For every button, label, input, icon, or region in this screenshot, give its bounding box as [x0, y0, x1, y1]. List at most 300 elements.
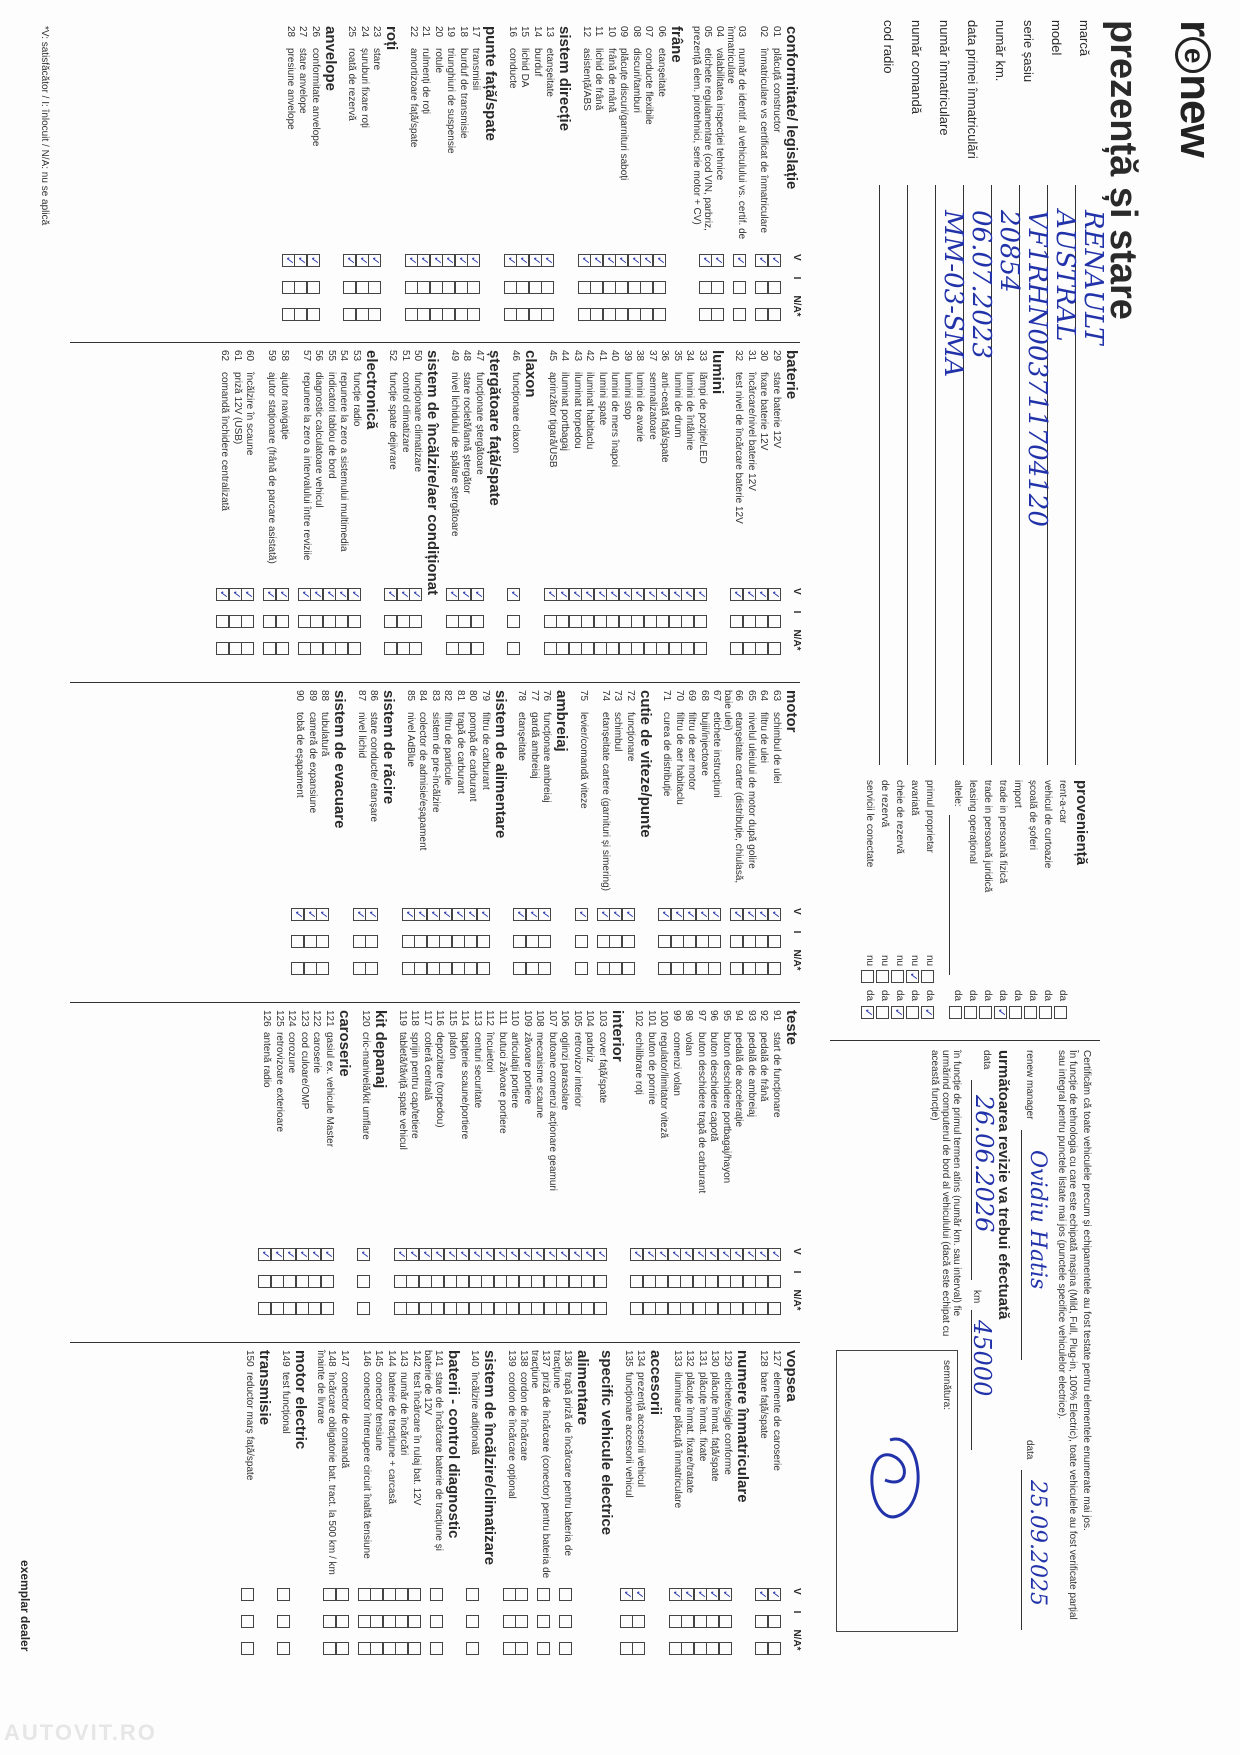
- checkbox-v[interactable]: [396, 1588, 409, 1601]
- checkbox-v[interactable]: ✓: [654, 255, 667, 266]
- checkbox-na[interactable]: [628, 308, 641, 321]
- checkbox-v[interactable]: ✓: [407, 1249, 421, 1260]
- checkbox-na[interactable]: [607, 642, 620, 655]
- checkbox-v[interactable]: ✓: [395, 1249, 408, 1260]
- checkbox-i[interactable]: [295, 281, 308, 294]
- owner-da-checkbox[interactable]: [906, 1006, 919, 1019]
- checkbox-na[interactable]: [444, 1302, 457, 1315]
- checkbox-v[interactable]: ✓: [744, 909, 757, 920]
- checkbox-na[interactable]: [544, 642, 557, 655]
- checkbox-na[interactable]: [529, 308, 542, 321]
- owner-nu-checkbox[interactable]: [861, 970, 874, 983]
- checkbox-i[interactable]: [526, 935, 539, 948]
- checkbox-na[interactable]: [514, 962, 527, 975]
- checkbox-i[interactable]: [369, 281, 382, 294]
- checkbox-na[interactable]: [620, 1642, 633, 1655]
- checkbox-i[interactable]: [597, 935, 610, 948]
- checkbox-i[interactable]: [756, 615, 769, 628]
- checkbox-v[interactable]: ✓: [403, 909, 416, 920]
- checkbox-v[interactable]: [278, 1588, 291, 1601]
- checkbox-i[interactable]: [594, 1275, 607, 1288]
- checkbox-v[interactable]: ✓: [582, 1249, 596, 1260]
- checkbox-v[interactable]: ✓: [712, 255, 726, 266]
- checkbox-v[interactable]: ✓: [744, 589, 757, 600]
- checkbox-na[interactable]: [731, 1302, 744, 1315]
- checkbox-i[interactable]: [616, 281, 629, 294]
- checkbox-i[interactable]: [317, 935, 330, 948]
- checkbox-na[interactable]: [516, 1642, 529, 1655]
- checkbox-i[interactable]: [743, 615, 756, 628]
- checkbox-v[interactable]: ✓: [530, 255, 543, 266]
- checkbox-i[interactable]: [259, 1275, 272, 1288]
- checkbox-na[interactable]: [633, 1642, 646, 1655]
- checkbox-na[interactable]: [296, 1302, 309, 1315]
- checkbox-na[interactable]: [348, 642, 361, 655]
- checkbox-na[interactable]: [508, 642, 521, 655]
- checkbox-i[interactable]: [582, 1275, 595, 1288]
- checkbox-na[interactable]: [317, 962, 330, 975]
- checkbox-v[interactable]: ✓: [272, 1249, 285, 1260]
- checkbox-na[interactable]: [575, 962, 588, 975]
- checkbox-i[interactable]: [516, 1615, 529, 1628]
- checkbox-i[interactable]: [336, 1615, 349, 1628]
- checkbox-i[interactable]: [271, 1275, 284, 1288]
- checkbox-na[interactable]: [681, 1302, 694, 1315]
- checkbox-na[interactable]: [427, 962, 440, 975]
- checkbox-na[interactable]: [591, 308, 604, 321]
- checkbox-v[interactable]: ✓: [719, 1249, 732, 1260]
- checkbox-na[interactable]: [336, 642, 349, 655]
- checkbox-i[interactable]: [544, 615, 557, 628]
- checkbox-na[interactable]: [307, 308, 320, 321]
- checkbox-na[interactable]: [603, 308, 616, 321]
- checkbox-i[interactable]: [217, 615, 230, 628]
- checkbox-i[interactable]: [241, 1615, 254, 1628]
- checkbox-i[interactable]: [469, 1275, 482, 1288]
- checkbox-i[interactable]: [311, 615, 324, 628]
- checkbox-i[interactable]: [718, 1275, 731, 1288]
- checkbox-na[interactable]: [358, 1302, 371, 1315]
- checkbox-i[interactable]: [544, 1275, 557, 1288]
- checkbox-v[interactable]: ✓: [309, 1249, 323, 1260]
- checkbox-i[interactable]: [264, 615, 277, 628]
- checkbox-na[interactable]: [507, 1302, 520, 1315]
- checkbox-v[interactable]: ✓: [591, 255, 605, 266]
- checkbox-v[interactable]: ✓: [264, 589, 278, 600]
- checkbox-v[interactable]: ✓: [621, 1589, 634, 1600]
- checkbox-i[interactable]: [557, 1275, 570, 1288]
- checkbox-na[interactable]: [694, 642, 707, 655]
- checkbox-na[interactable]: [632, 642, 645, 655]
- checkbox-v[interactable]: ✓: [641, 255, 655, 266]
- checkbox-v[interactable]: ✓: [595, 589, 608, 600]
- checkbox-v[interactable]: ✓: [623, 909, 636, 920]
- checkbox-v[interactable]: ✓: [631, 1249, 645, 1260]
- checkbox-i[interactable]: [358, 1275, 371, 1288]
- checkbox-i[interactable]: [298, 615, 311, 628]
- checkbox-na[interactable]: [503, 1642, 516, 1655]
- checkbox-na[interactable]: [415, 962, 428, 975]
- checkbox-v[interactable]: ✓: [756, 1589, 770, 1600]
- checkbox-i[interactable]: [430, 281, 443, 294]
- checkbox-na[interactable]: [229, 642, 242, 655]
- checkbox-i[interactable]: [309, 1275, 322, 1288]
- checkbox-v[interactable]: ✓: [459, 589, 473, 600]
- checkbox-v[interactable]: ✓: [336, 589, 350, 600]
- checkbox-v[interactable]: ✓: [495, 1249, 508, 1260]
- checkbox-v[interactable]: ✓: [322, 1249, 335, 1260]
- checkbox-na[interactable]: [292, 962, 305, 975]
- checkbox-i[interactable]: [471, 615, 484, 628]
- checkbox-v[interactable]: ✓: [616, 255, 630, 266]
- checkbox-na[interactable]: [440, 962, 453, 975]
- checkbox-na[interactable]: [430, 308, 443, 321]
- checkbox-v[interactable]: [538, 1588, 551, 1601]
- checkbox-v[interactable]: ✓: [277, 589, 290, 600]
- checkbox-na[interactable]: [405, 308, 418, 321]
- provenance-da-checkbox[interactable]: [1024, 1006, 1037, 1019]
- checkbox-na[interactable]: [309, 1302, 322, 1315]
- checkbox-v[interactable]: ✓: [508, 589, 522, 600]
- checkbox-na[interactable]: [768, 1302, 781, 1315]
- checkbox-i[interactable]: [508, 615, 521, 628]
- checkbox-na[interactable]: [344, 308, 357, 321]
- checkbox-i[interactable]: [669, 1615, 682, 1628]
- checkbox-i[interactable]: [668, 1275, 681, 1288]
- checkbox-v[interactable]: ✓: [697, 909, 710, 920]
- checkbox-na[interactable]: [526, 962, 539, 975]
- checkbox-v[interactable]: ✓: [684, 909, 698, 920]
- checkbox-v[interactable]: ✓: [707, 1589, 721, 1600]
- checkbox-v[interactable]: ✓: [259, 1249, 273, 1260]
- checkbox-i[interactable]: [643, 1275, 656, 1288]
- checkbox-i[interactable]: [467, 1615, 480, 1628]
- checkbox-i[interactable]: [455, 281, 468, 294]
- checkbox-i[interactable]: [459, 615, 472, 628]
- checkbox-na[interactable]: [276, 642, 289, 655]
- checkbox-v[interactable]: ✓: [357, 255, 370, 266]
- checkbox-v[interactable]: ✓: [283, 255, 296, 266]
- checkbox-v[interactable]: ✓: [769, 255, 782, 266]
- checkbox-i[interactable]: [397, 615, 410, 628]
- checkbox-i[interactable]: [468, 281, 481, 294]
- checkbox-na[interactable]: [408, 1642, 421, 1655]
- checkbox-na[interactable]: [706, 1302, 719, 1315]
- checkbox-i[interactable]: [557, 615, 570, 628]
- checkbox-v[interactable]: ✓: [514, 909, 528, 920]
- checkbox-v[interactable]: [324, 1588, 337, 1601]
- checkbox-i[interactable]: [712, 281, 725, 294]
- checkbox-i[interactable]: [430, 1615, 443, 1628]
- checkbox-na[interactable]: [557, 1302, 570, 1315]
- checkbox-v[interactable]: ✓: [472, 589, 485, 600]
- checkbox-v[interactable]: ✓: [456, 255, 469, 266]
- checkbox-v[interactable]: ✓: [507, 1249, 521, 1260]
- checkbox-na[interactable]: [410, 642, 423, 655]
- checkbox-na[interactable]: [768, 308, 781, 321]
- checkbox-v[interactable]: ✓: [695, 1589, 708, 1600]
- provenance-da-checkbox[interactable]: ✓: [995, 1007, 1008, 1018]
- checkbox-na[interactable]: [582, 1302, 595, 1315]
- checkbox-i[interactable]: [560, 1615, 573, 1628]
- checkbox-i[interactable]: [607, 615, 620, 628]
- checkbox-v[interactable]: [371, 1588, 384, 1601]
- checkbox-na[interactable]: [594, 642, 607, 655]
- checkbox-na[interactable]: [323, 642, 336, 655]
- checkbox-na[interactable]: [731, 962, 744, 975]
- checkbox-i[interactable]: [407, 1275, 420, 1288]
- checkbox-v[interactable]: [358, 1588, 371, 1601]
- checkbox-v[interactable]: ✓: [576, 909, 589, 920]
- checkbox-v[interactable]: ✓: [292, 909, 306, 920]
- checkbox-v[interactable]: ✓: [682, 589, 696, 600]
- checkbox-i[interactable]: [632, 615, 645, 628]
- checkbox-i[interactable]: [699, 281, 712, 294]
- checkbox-v[interactable]: ✓: [669, 1249, 682, 1260]
- checkbox-i[interactable]: [671, 935, 684, 948]
- checkbox-na[interactable]: [619, 642, 632, 655]
- checkbox-na[interactable]: [452, 962, 465, 975]
- provenance-da-checkbox[interactable]: [979, 1006, 992, 1019]
- checkbox-v[interactable]: ✓: [432, 1249, 446, 1260]
- checkbox-v[interactable]: ✓: [468, 255, 482, 266]
- checkbox-i[interactable]: [229, 615, 242, 628]
- checkbox-na[interactable]: [696, 962, 709, 975]
- checkbox-v[interactable]: ✓: [557, 1249, 571, 1260]
- checkbox-v[interactable]: ✓: [453, 909, 466, 920]
- owner-da-checkbox[interactable]: [876, 1006, 889, 1019]
- checkbox-v[interactable]: ✓: [656, 1249, 670, 1260]
- checkbox-v[interactable]: ✓: [349, 589, 362, 600]
- checkbox-v[interactable]: ✓: [299, 589, 312, 600]
- owner-nu-checkbox[interactable]: [891, 970, 904, 983]
- checkbox-v[interactable]: ✓: [398, 589, 411, 600]
- checkbox-na[interactable]: [719, 1642, 732, 1655]
- checkbox-v[interactable]: ✓: [324, 589, 337, 600]
- checkbox-v[interactable]: ✓: [406, 255, 419, 266]
- checkbox-v[interactable]: ✓: [311, 589, 325, 600]
- checkbox-v[interactable]: ✓: [545, 589, 558, 600]
- checkbox-i[interactable]: [694, 1615, 707, 1628]
- checkbox-na[interactable]: [569, 642, 582, 655]
- checkbox-v[interactable]: ✓: [428, 909, 441, 920]
- checkbox-i[interactable]: [653, 281, 666, 294]
- checkbox-na[interactable]: [419, 1302, 432, 1315]
- checkbox-i[interactable]: [517, 281, 530, 294]
- checkbox-v[interactable]: ✓: [443, 255, 457, 266]
- checkbox-na[interactable]: [699, 308, 712, 321]
- checkbox-na[interactable]: [295, 308, 308, 321]
- checkbox-na[interactable]: [278, 1642, 291, 1655]
- checkbox-i[interactable]: [768, 1615, 781, 1628]
- checkbox-i[interactable]: [628, 281, 641, 294]
- checkbox-i[interactable]: [693, 1275, 706, 1288]
- checkbox-i[interactable]: [507, 1275, 520, 1288]
- checkbox-i[interactable]: [657, 615, 670, 628]
- checkbox-na[interactable]: [465, 962, 478, 975]
- checkbox-i[interactable]: [633, 1615, 646, 1628]
- checkbox-na[interactable]: [743, 642, 756, 655]
- checkbox-i[interactable]: [532, 1275, 545, 1288]
- checkbox-na[interactable]: [539, 962, 552, 975]
- checkbox-v[interactable]: ✓: [598, 909, 611, 920]
- checkbox-i[interactable]: [603, 281, 616, 294]
- owner-da-checkbox[interactable]: ✓: [892, 1007, 905, 1018]
- checkbox-v[interactable]: ✓: [478, 909, 491, 920]
- checkbox-v[interactable]: ✓: [659, 909, 673, 920]
- checkbox-i[interactable]: [706, 1275, 719, 1288]
- checkbox-v[interactable]: ✓: [632, 589, 646, 600]
- checkbox-na[interactable]: [682, 642, 695, 655]
- checkbox-v[interactable]: ✓: [369, 255, 383, 266]
- checkbox-i[interactable]: [477, 935, 490, 948]
- checkbox-v[interactable]: ✓: [629, 255, 642, 266]
- checkbox-na[interactable]: [582, 642, 595, 655]
- checkbox-i[interactable]: [344, 281, 357, 294]
- checkbox-na[interactable]: [271, 1302, 284, 1315]
- checkbox-na[interactable]: [469, 1302, 482, 1315]
- checkbox-i[interactable]: [622, 935, 635, 948]
- owner-nu-checkbox[interactable]: ✓: [907, 971, 920, 982]
- checkbox-i[interactable]: [731, 935, 744, 948]
- checkbox-v[interactable]: ✓: [731, 1249, 745, 1260]
- checkbox-v[interactable]: ✓: [633, 1589, 647, 1600]
- checkbox-na[interactable]: [659, 962, 672, 975]
- checkbox-na[interactable]: [324, 1642, 337, 1655]
- checkbox-i[interactable]: [358, 1615, 371, 1628]
- checkbox-i[interactable]: [383, 1615, 396, 1628]
- checkbox-i[interactable]: [465, 935, 478, 948]
- checkbox-i[interactable]: [591, 281, 604, 294]
- checkbox-i[interactable]: [278, 1615, 291, 1628]
- checkbox-i[interactable]: [594, 615, 607, 628]
- checkbox-na[interactable]: [682, 1642, 695, 1655]
- checkbox-na[interactable]: [336, 1642, 349, 1655]
- checkbox-v[interactable]: ✓: [595, 1249, 608, 1260]
- checkbox-na[interactable]: [643, 1302, 656, 1315]
- checkbox-i[interactable]: [768, 281, 781, 294]
- checkbox-i[interactable]: [405, 281, 418, 294]
- checkbox-na[interactable]: [684, 962, 697, 975]
- checkbox-i[interactable]: [444, 1275, 457, 1288]
- checkbox-i[interactable]: [336, 615, 349, 628]
- checkbox-i[interactable]: [709, 935, 722, 948]
- checkbox-na[interactable]: [743, 1302, 756, 1315]
- checkbox-i[interactable]: [296, 1275, 309, 1288]
- checkbox-i[interactable]: [669, 615, 682, 628]
- checkbox-na[interactable]: [560, 1642, 573, 1655]
- checkbox-i[interactable]: [292, 935, 305, 948]
- checkbox-na[interactable]: [669, 1642, 682, 1655]
- checkbox-na[interactable]: [578, 308, 591, 321]
- checkbox-i[interactable]: [446, 615, 459, 628]
- checkbox-na[interactable]: [468, 308, 481, 321]
- checkbox-i[interactable]: [353, 935, 366, 948]
- checkbox-v[interactable]: ✓: [505, 255, 518, 266]
- checkbox-i[interactable]: [619, 615, 632, 628]
- checkbox-na[interactable]: [718, 1302, 731, 1315]
- checkbox-v[interactable]: ✓: [644, 1249, 657, 1260]
- checkbox-i[interactable]: [696, 935, 709, 948]
- checkbox-v[interactable]: [560, 1588, 573, 1601]
- checkbox-i[interactable]: [694, 615, 707, 628]
- checkbox-na[interactable]: [768, 642, 781, 655]
- checkbox-i[interactable]: [768, 615, 781, 628]
- checkbox-na[interactable]: [768, 962, 781, 975]
- checkbox-i[interactable]: [282, 281, 295, 294]
- checkbox-i[interactable]: [578, 281, 591, 294]
- checkbox-i[interactable]: [307, 281, 320, 294]
- checkbox-i[interactable]: [356, 281, 369, 294]
- checkbox-v[interactable]: ✓: [731, 909, 745, 920]
- checkbox-na[interactable]: [407, 1302, 420, 1315]
- checkbox-na[interactable]: [358, 1642, 371, 1655]
- checkbox-v[interactable]: ✓: [465, 909, 479, 920]
- checkbox-i[interactable]: [514, 935, 527, 948]
- checkbox-na[interactable]: [756, 1302, 769, 1315]
- checkbox-v[interactable]: ✓: [769, 589, 782, 600]
- checkbox-v[interactable]: ✓: [284, 1249, 298, 1260]
- checkbox-i[interactable]: [756, 1275, 769, 1288]
- checkbox-na[interactable]: [311, 642, 324, 655]
- checkbox-i[interactable]: [427, 935, 440, 948]
- checkbox-na[interactable]: [693, 1302, 706, 1315]
- checkbox-v[interactable]: ✓: [670, 1589, 683, 1600]
- checkbox-i[interactable]: [620, 1615, 633, 1628]
- checkbox-v[interactable]: ✓: [570, 589, 583, 600]
- checkbox-v[interactable]: ✓: [769, 1249, 782, 1260]
- checkbox-na[interactable]: [544, 1302, 557, 1315]
- checkbox-na[interactable]: [504, 308, 517, 321]
- checkbox-v[interactable]: [467, 1588, 480, 1601]
- checkbox-i[interactable]: [631, 1275, 644, 1288]
- checkbox-v[interactable]: [383, 1588, 396, 1601]
- checkbox-v[interactable]: [336, 1588, 349, 1601]
- checkbox-i[interactable]: [656, 1275, 669, 1288]
- checkbox-v[interactable]: ✓: [431, 255, 444, 266]
- checkbox-na[interactable]: [242, 642, 255, 655]
- checkbox-i[interactable]: [324, 1615, 337, 1628]
- checkbox-v[interactable]: ✓: [366, 909, 380, 920]
- checkbox-i[interactable]: [482, 1275, 495, 1288]
- provenance-da-checkbox[interactable]: [1039, 1006, 1052, 1019]
- checkbox-na[interactable]: [597, 962, 610, 975]
- checkbox-na[interactable]: [369, 308, 382, 321]
- checkbox-v[interactable]: ✓: [470, 1249, 483, 1260]
- checkbox-v[interactable]: [241, 1588, 254, 1601]
- checkbox-v[interactable]: ✓: [420, 1249, 433, 1260]
- checkbox-v[interactable]: ✓: [756, 909, 770, 920]
- checkbox-v[interactable]: ✓: [570, 1249, 583, 1260]
- checkbox-na[interactable]: [538, 1642, 551, 1655]
- checkbox-v[interactable]: ✓: [670, 589, 683, 600]
- checkbox-v[interactable]: ✓: [582, 589, 596, 600]
- provenance-da-checkbox[interactable]: [964, 1006, 977, 1019]
- checkbox-na[interactable]: [616, 308, 629, 321]
- checkbox-na[interactable]: [669, 642, 682, 655]
- checkbox-na[interactable]: [557, 642, 570, 655]
- checkbox-v[interactable]: ✓: [242, 589, 256, 600]
- checkbox-v[interactable]: ✓: [657, 589, 671, 600]
- checkbox-v[interactable]: ✓: [694, 1249, 707, 1260]
- checkbox-i[interactable]: [410, 615, 423, 628]
- checkbox-i[interactable]: [440, 935, 453, 948]
- checkbox-na[interactable]: [298, 642, 311, 655]
- checkbox-na[interactable]: [241, 1642, 254, 1655]
- checkbox-na[interactable]: [622, 962, 635, 975]
- checkbox-i[interactable]: [396, 1615, 409, 1628]
- checkbox-i[interactable]: [707, 1615, 720, 1628]
